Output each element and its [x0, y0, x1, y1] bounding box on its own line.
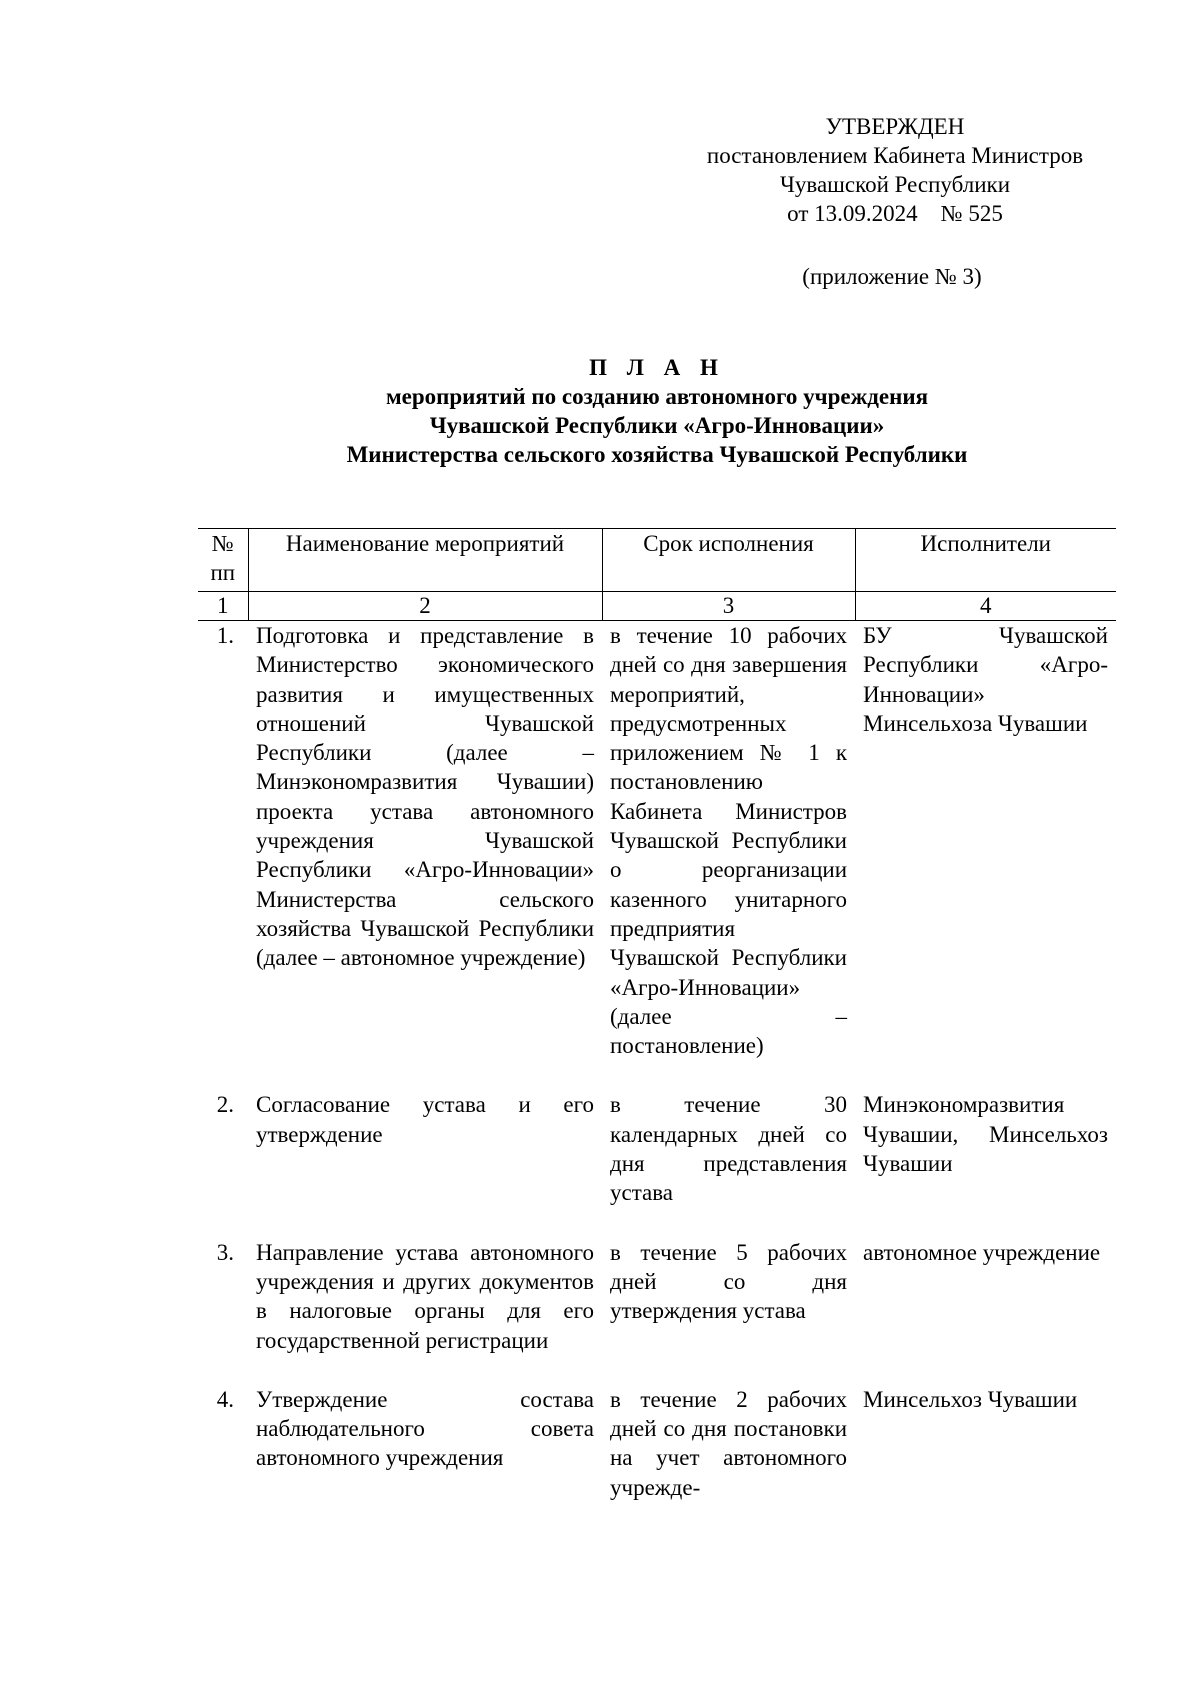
- approval-stamp: [660, 112, 1130, 228]
- row-executor: автономное учреждение: [863, 1239, 1101, 1265]
- row-activity: Согласование устава и его утверждение: [256, 1092, 594, 1147]
- row-executor: БУ Чувашской Республики «Агро-Инновации» Минсельхоза Чувашии: [863, 623, 1108, 736]
- row-number: 3.: [216, 1239, 234, 1265]
- column-number: 4: [855, 592, 1116, 621]
- column-number: 1: [198, 592, 248, 621]
- row-executor: Минэкономразвития Чувашии, Минсельхоз Чувашии: [863, 1092, 1108, 1177]
- row-executor: Минсельхоз Чувашии: [863, 1386, 1078, 1412]
- approval-date-number: от 13.09.2024 № 525: [787, 201, 1003, 226]
- column-number: 3: [602, 592, 855, 621]
- table-row: [198, 1385, 1116, 1502]
- approval-republic-line: Чувашской Республики: [779, 172, 1011, 197]
- title-line-2: мероприятий по созданию автономного учреждения: [385, 384, 929, 409]
- document-title: [198, 353, 1116, 469]
- header-deadline: Срок исполнения: [602, 529, 855, 592]
- row-activity: Направление устава автономного учреждения и других документов в налоговые органы для его государственной регистрации: [256, 1239, 594, 1353]
- appendix-note: (приложение № 3): [802, 264, 982, 289]
- row-deadline: в течение 10 рабочих дней со дня завершения мероприятий, предусмотренных приложением № 1 к постановлению Кабинета Министров Чувашской Республики о реорганизации казенного унитарного предприятия Чувашской Республики «Агро-Инновации» (далее – постановление): [610, 623, 847, 1059]
- table-row: [198, 1090, 1116, 1207]
- column-number: 2: [248, 592, 602, 621]
- title-line-3: Чувашской Республики «Агро-Инновации»: [429, 413, 885, 438]
- header-executor: Исполнители: [855, 529, 1116, 592]
- row-activity: Утверждение состава наблюдательного совета автономного учреждения: [256, 1386, 594, 1471]
- row-deadline: в течение 5 рабочих дней со дня утверждения устава: [610, 1239, 847, 1324]
- column-number-row: [198, 592, 1116, 621]
- title-line-4: Министерства сельского хозяйства Чувашской Республики: [346, 442, 968, 467]
- row-number: 4.: [216, 1386, 234, 1412]
- row-spacer: [198, 1355, 1116, 1385]
- approval-heading: УТВЕРЖДЕН: [825, 114, 965, 139]
- header-number: № пп: [198, 529, 248, 592]
- row-deadline: в течение 2 рабочих дней со дня постановки на учет автономного учрежде-: [610, 1386, 847, 1500]
- row-spacer: [198, 1208, 1116, 1238]
- row-number: 2.: [216, 1092, 234, 1118]
- row-spacer: [198, 1060, 1116, 1090]
- approval-decree-line: постановлением Кабинета Министров: [706, 143, 1084, 168]
- row-number: 1.: [216, 623, 234, 648]
- plan-table: [198, 528, 1116, 1502]
- header-name: Наименование мероприятий: [248, 529, 602, 592]
- table-row: [198, 1238, 1116, 1355]
- table-header-row: [198, 529, 1116, 592]
- table-row: [198, 621, 1116, 1061]
- title-plan-word: П Л А Н: [589, 355, 725, 380]
- row-activity: Подготовка и представление в Министерство экономического развития и имущественных отношений Чувашской Республики (далее – Минэкономразвития Чувашии) проекта устава автономного учреждения Чувашской Республики «Агро-Инновации» Министерства сельского хозяйства Чувашской Республики (далее – автономное учреждение): [256, 623, 594, 971]
- row-deadline: в течение 30 календарных дней со дня представления устава: [610, 1092, 847, 1206]
